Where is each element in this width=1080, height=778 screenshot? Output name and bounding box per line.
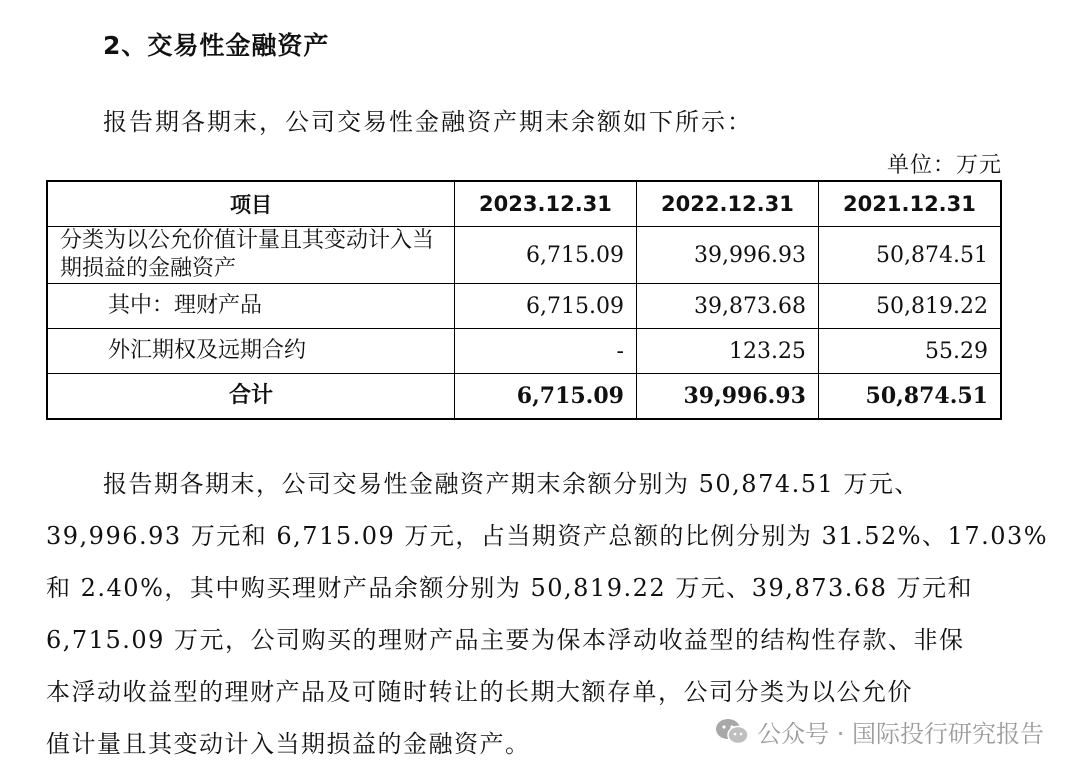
- column-header-item: 项目: [47, 181, 455, 227]
- table-row: [47, 329, 1001, 374]
- cell-value: 6,715.09: [455, 284, 637, 329]
- cell-value: 39,996.93: [636, 374, 818, 420]
- cell-value: -: [455, 329, 637, 374]
- watermark: [715, 714, 1044, 749]
- unit-label: 单位：万元: [886, 153, 1002, 178]
- section-heading: 2、交易性金融资产: [103, 31, 330, 60]
- paragraph-line: 和 2.40%，其中购买理财产品余额分别为 50,819.22 万元、39,873.68 万元和: [46, 574, 974, 602]
- table-header-row: [47, 181, 1001, 227]
- cell-value: 39,873.68: [636, 284, 818, 329]
- column-header-2023: 2023.12.31: [455, 181, 637, 227]
- intro-text: 报告期各期末，公司交易性金融资产期末余额如下所示：: [103, 108, 753, 136]
- table-row: [47, 227, 1001, 284]
- table-total-row: [47, 374, 1001, 420]
- column-header-2021: 2021.12.31: [818, 181, 1001, 227]
- cell-value: 39,996.93: [636, 227, 818, 284]
- wechat-icon: [715, 718, 749, 746]
- row-item-label: 其中：理财产品: [47, 284, 455, 329]
- cell-value: 6,715.09: [455, 374, 637, 420]
- paragraph-line: 6,715.09 万元，公司购买的理财产品主要为保本浮动收益型的结构性存款、非保: [46, 626, 965, 654]
- financial-assets-table: [46, 180, 1002, 420]
- cell-value: 6,715.09: [455, 227, 637, 284]
- row-item-label: 合计: [47, 374, 455, 420]
- cell-value: 50,819.22: [818, 284, 1001, 329]
- cell-value: 55.29: [818, 329, 1001, 374]
- row-item-label: 外汇期权及远期合约: [47, 329, 455, 374]
- paragraph-line: 报告期各期末，公司交易性金融资产期末余额分别为 50,874.51 万元、: [103, 470, 920, 498]
- column-header-2022: 2022.12.31: [636, 181, 818, 227]
- paragraph-line: 本浮动收益型的理财产品及可随时转让的长期大额存单，公司分类为以公允价: [46, 678, 913, 706]
- cell-value: 123.25: [636, 329, 818, 374]
- paragraph-line: 值计量且其变动计入当期损益的金融资产。: [46, 730, 531, 758]
- row-item-label: 分类为以公允价值计量且其变动计入当期损益的金融资产: [47, 227, 455, 284]
- paragraph-line: 39,996.93 万元和 6,715.09 万元，占当期资产总额的比例分别为 31.52%、17.03%: [46, 522, 1049, 550]
- cell-value: 50,874.51: [818, 374, 1001, 420]
- table-row: [47, 284, 1001, 329]
- cell-value: 50,874.51: [818, 227, 1001, 284]
- watermark-text: 公众号 · 国际投行研究报告: [757, 720, 1044, 748]
